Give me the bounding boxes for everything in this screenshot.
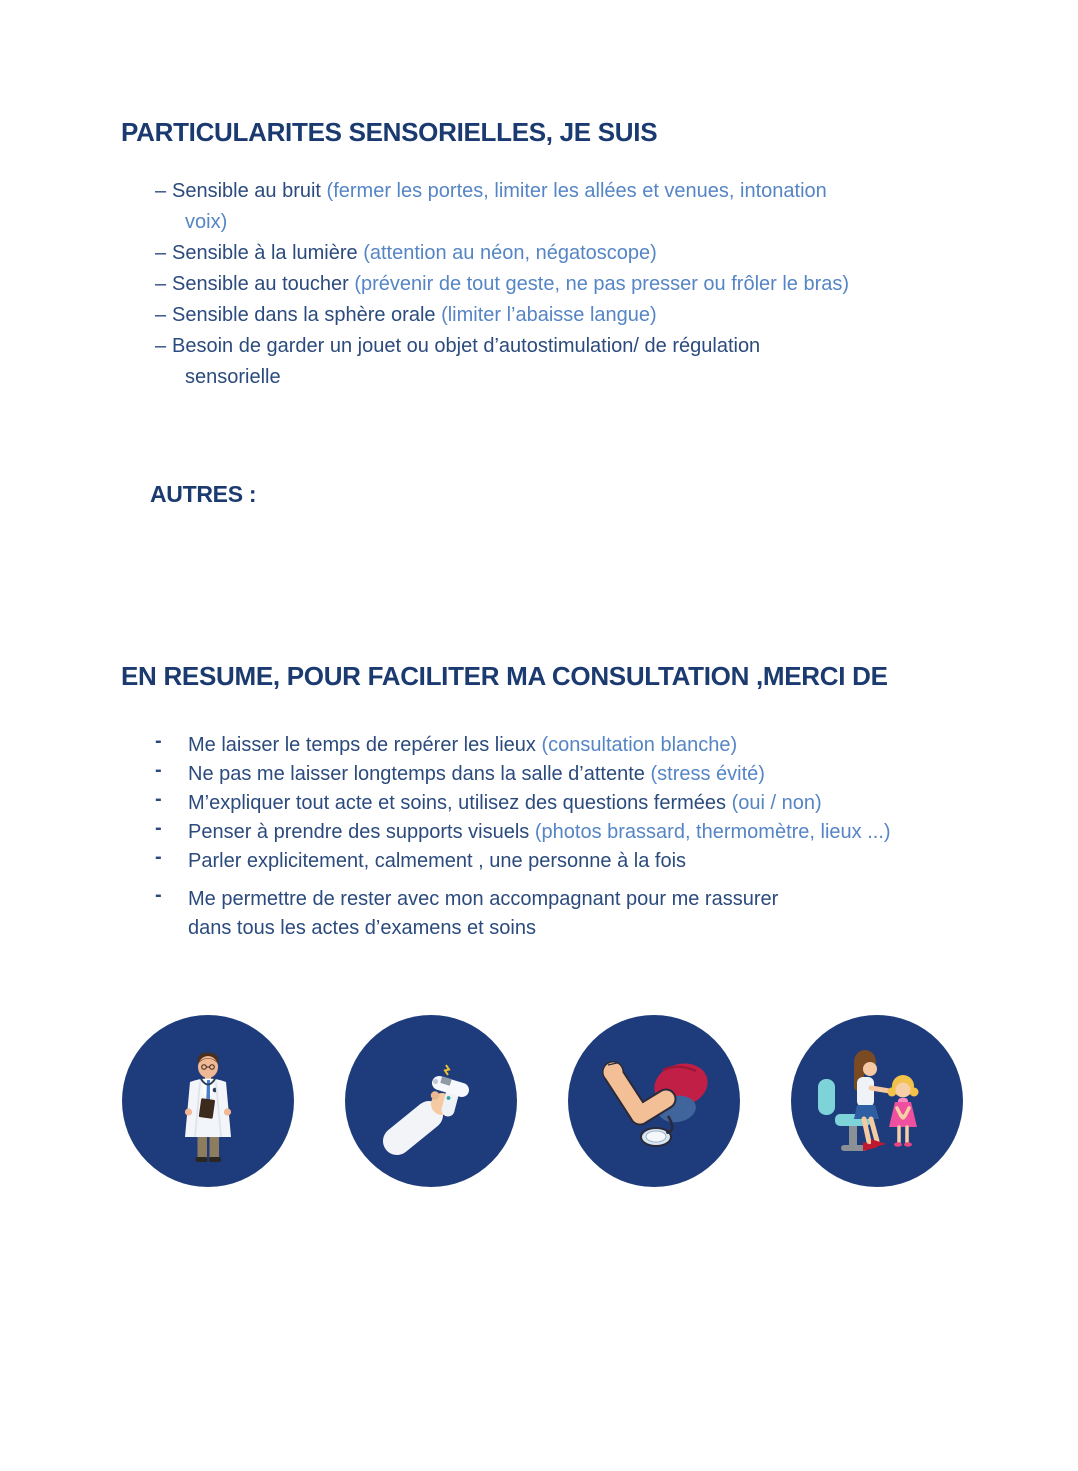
- item-text-detail: (prévenir de tout geste, ne pas presser ou frôler le bras): [354, 273, 850, 295]
- doctor-examining-child-icon: [791, 1015, 963, 1187]
- sensory-item: [155, 300, 1035, 331]
- item-text-main: Sensible au toucher: [172, 273, 355, 295]
- item-text-detail: (attention au néon, négatoscope): [363, 242, 657, 264]
- bullet-dash: –: [155, 273, 167, 295]
- infrared-thermometer-icon: [345, 1015, 517, 1187]
- item-text-main: Sensible dans la sphère orale: [172, 304, 442, 326]
- item-text-main: Ne pas me laisser longtemps dans la salle d’attente: [188, 763, 651, 785]
- bullet-dash: –: [155, 180, 167, 202]
- item-text-main: Besoin de garder un jouet ou objet d’autostimulation/ de régulation: [172, 335, 761, 357]
- item-text-detail-wrap: voix): [185, 211, 228, 233]
- bullet-dash: –: [155, 335, 167, 357]
- bullet-dash: -: [155, 730, 162, 752]
- bullet-dash: -: [155, 759, 162, 781]
- item-text-main: M’expliquer tout acte et soins, utilisez des questions fermées: [188, 792, 732, 814]
- item-text-detail: (fermer les portes, limiter les allées et venues, intonation: [326, 180, 827, 202]
- item-text-detail: (photos brassard, thermomètre, lieux ...): [534, 821, 891, 843]
- section-title-autres: AUTRES :: [150, 481, 257, 508]
- resume-item: [155, 731, 1045, 760]
- item-text-main: Sensible au bruit: [172, 180, 327, 202]
- bullet-dash: -: [155, 846, 162, 868]
- resume-item: [155, 760, 1045, 789]
- resume-item: [155, 818, 1045, 847]
- item-text-main: Me laisser le temps de repérer les lieux: [188, 734, 542, 756]
- item-text-main: Sensible à la lumière: [172, 242, 364, 264]
- item-text-main-wrap: sensorielle: [185, 366, 281, 388]
- bullet-dash: -: [155, 884, 162, 906]
- item-text-detail: (limiter l’abaisse langue): [441, 304, 657, 326]
- item-text-main: Penser à prendre des supports visuels: [188, 821, 535, 843]
- bullet-dash: -: [155, 788, 162, 810]
- item-text-detail: (stress évité): [650, 763, 765, 785]
- item-text-main: Parler explicitement, calmement , une personne à la fois: [188, 850, 687, 872]
- sensory-item: [155, 331, 1035, 393]
- bullet-dash: –: [155, 304, 167, 326]
- item-text-detail: (consultation blanche): [541, 734, 738, 756]
- sensory-item: [155, 269, 1035, 300]
- blood-pressure-arm-icon: [568, 1015, 740, 1187]
- bullet-dash: –: [155, 242, 167, 264]
- section-title-particularites-sensorielles: PARTICULARITES SENSORIELLES, JE SUIS: [121, 117, 658, 148]
- item-text-detail: (oui / non): [731, 792, 822, 814]
- bullet-dash: -: [155, 817, 162, 839]
- doctor-icon: [122, 1015, 294, 1187]
- section-title-en-resume: EN RESUME, POUR FACILITER MA CONSULTATION ,MERCI DE: [121, 661, 888, 692]
- sensory-list: [155, 176, 1035, 393]
- resume-list: [155, 731, 1045, 943]
- item-text-main: Me permettre de rester avec mon accompagnant pour me rassurer: [188, 888, 779, 910]
- resume-item: [155, 789, 1045, 818]
- resume-item: [155, 885, 1045, 943]
- illustration-row: [122, 1015, 963, 1187]
- sensory-item: [155, 176, 1035, 238]
- item-text-main-wrap: dans tous les actes d’examens et soins: [188, 917, 536, 939]
- resume-item: [155, 847, 1045, 876]
- sensory-item: [155, 238, 1035, 269]
